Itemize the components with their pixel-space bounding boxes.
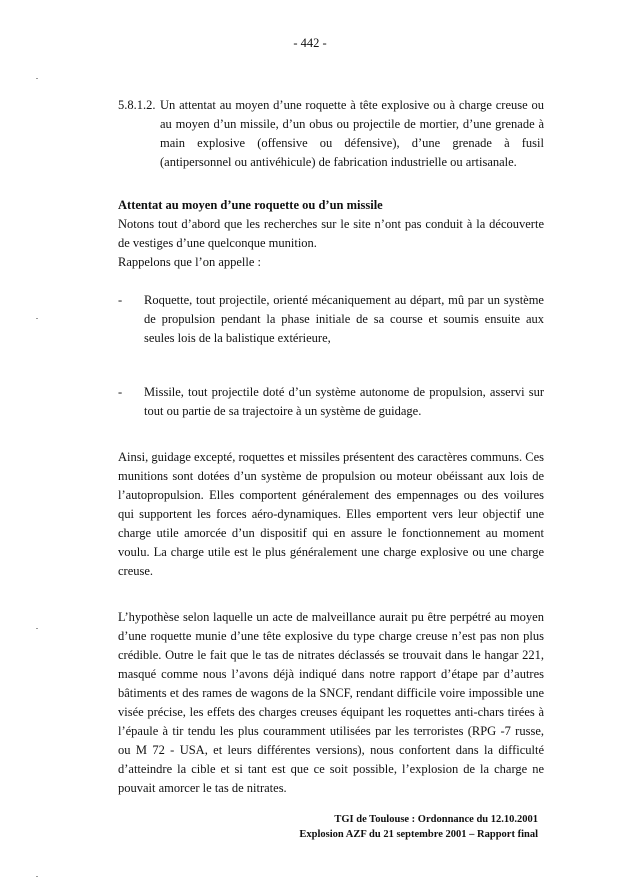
footer-line: Explosion AZF du 21 septembre 2001 – Rapport final bbox=[299, 829, 538, 840]
bullet-item bbox=[118, 383, 544, 421]
margin-mark bbox=[36, 318, 38, 319]
margin-mark bbox=[36, 628, 38, 629]
document-body bbox=[118, 96, 544, 798]
bullet-text: Missile, tout projectile doté d’un système autonome de propulsion, asservi sur tout ou partie de sa trajectoire à un système de guidage. bbox=[144, 385, 544, 418]
section-text: Un attentat au moyen d’une roquette à tête explosive ou à charge creuse ou au moyen d’un missile, d’un obus ou projectile de mortier, d’une grenade à main explosive (offensive ou défensive), d’une grenade à fusil (antipersonnel ou antivéhicule) de fabrication industrielle ou artisanale. bbox=[160, 98, 544, 169]
margin-mark bbox=[36, 78, 38, 79]
intro-paragraph: Notons tout d’abord que les recherches sur le site n’ont pas conduit à la découverte de vestiges d’une quelconque munition. bbox=[118, 217, 544, 250]
section-item bbox=[118, 96, 544, 172]
body-paragraph: L’hypothèse selon laquelle un acte de malveillance aurait pu être perpétré au moyen d’une roquette munie d’une tête explosive du type charge creuse n’est pas non plus crédible. Outre le fait que le tas de nitrates déclassés se trouvait dans le hangar 221, masqué comme nous l’avons déjà indiqué dans notre rapport d’étape par d’autres bâtiments et des rames de wagons de la SNCF, rendant difficile voire impossible une visée précise, les effets des charges creuses équipant les roquettes anti-chars tirées à l’épaule à tir tendu les plus couramment utilisées par les terroristes (RPG -7 russe, ou M 72 - USA, et leurs différentes versions), nous confortent dans la difficulté d’atteindre la cible et si tant est que ce soit possible, l’explosion de la charge ne pouvait amorcer le tas de nitrates. bbox=[118, 610, 544, 795]
bullet-mark: - bbox=[118, 385, 123, 399]
bullet-mark: - bbox=[118, 293, 123, 307]
intro-paragraph: Rappelons que l’on appelle : bbox=[118, 255, 262, 269]
page-footer bbox=[299, 812, 538, 842]
section-heading: Attentat au moyen d’une roquette ou d’un missile bbox=[118, 198, 383, 212]
body-paragraph: Ainsi, guidage excepté, roquettes et missiles présentent des caractères communs. Ces munitions sont dotées d’un système de propulsion ou moteur obéissant aux lois de l’autopropulsion. Elles comportent généralement des empennages ou des voilures qui supportent les forces aéro-dynamiques. Elles emportent vers leur objectif une charge utile amorcée d’un dispositif qui en assure le fonctionnement au moment voulu. La charge utile est le plus généralement une charge explosive ou une charge creuse. bbox=[118, 450, 544, 578]
bullet-text: Roquette, tout projectile, orienté mécaniquement au départ, mû par un système de propulsion pendant la phase initiale de sa course et soumis ensuite aux seules lois de la balistique extérieure, bbox=[144, 293, 544, 345]
footer-line: TGI de Toulouse : Ordonnance du 12.10.2001 bbox=[334, 814, 538, 825]
bullet-item bbox=[118, 291, 544, 348]
page-number: - 442 - bbox=[293, 36, 327, 50]
section-number: 5.8.1.2. bbox=[118, 98, 156, 112]
